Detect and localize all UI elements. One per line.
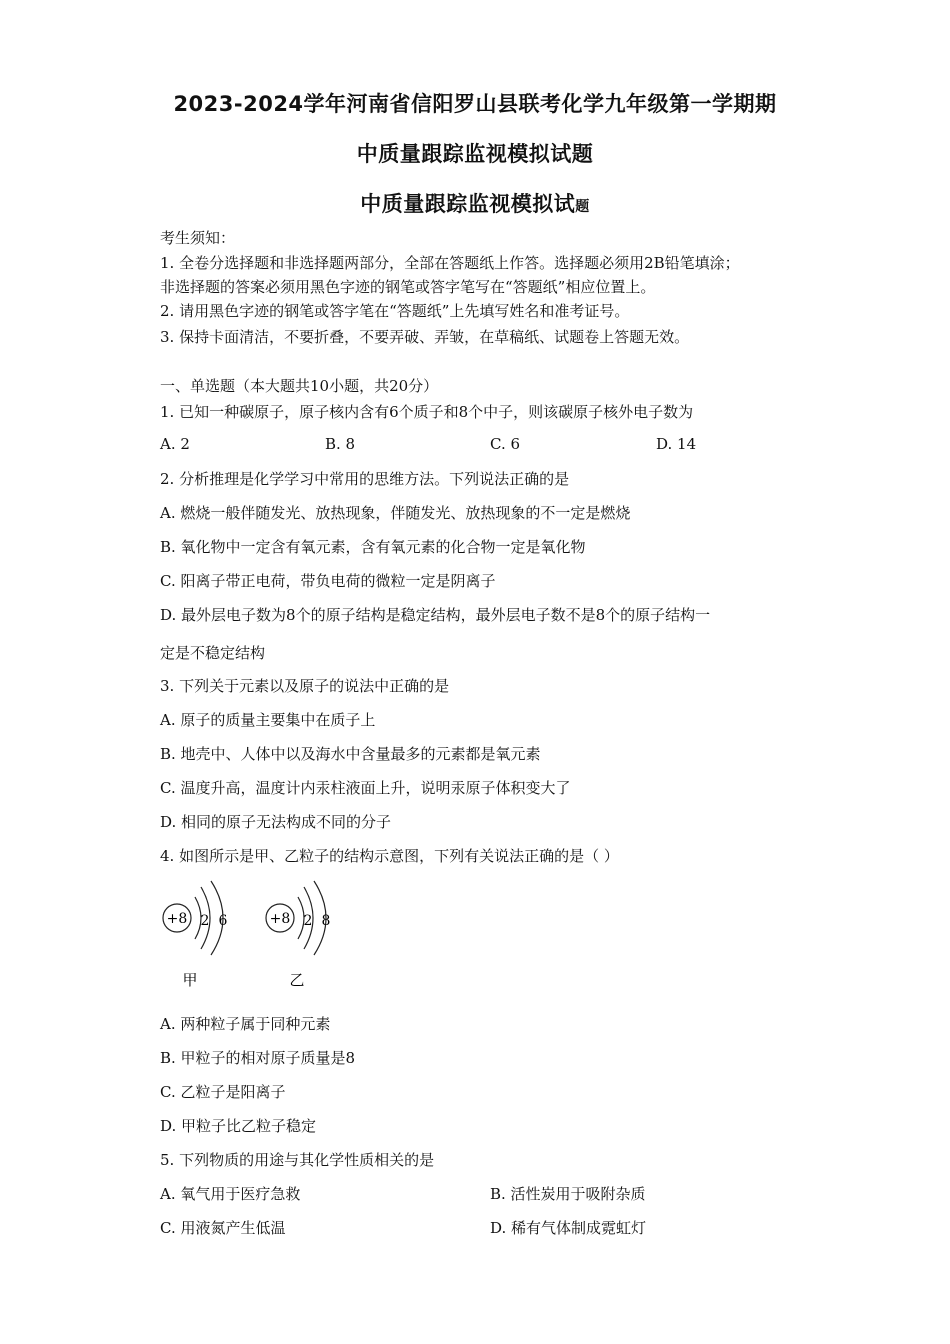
- q5-option-a: A. 氧气用于医疗急救: [160, 1185, 301, 1203]
- yi-shell-2-electrons: 8: [321, 913, 331, 929]
- q4-option-d: D. 甲粒子比乙粒子稳定: [160, 1117, 317, 1135]
- notice-item: 非选择题的答案必须用黑色字迹的钢笔或答字笔写在“答题纸”相应位置上。: [160, 278, 656, 296]
- q2-option-d: D. 最外层电子数为8个的原子结构是稳定结构，最外层电子数不是8个的原子结构一: [160, 606, 711, 624]
- q1-stem: 1. 已知一种碳原子，原子核内含有6个质子和8个中子，则该碳原子核外电子数为: [160, 403, 694, 421]
- jia-shell-1-electrons: 2: [200, 913, 210, 929]
- q3-option-b: B. 地壳中、人体中以及海水中含量最多的元素都是氧元素: [160, 745, 541, 763]
- q2-stem: 2. 分析推理是化学学习中常用的思维方法。下列说法正确的是: [160, 470, 570, 488]
- exam-title-line-3: [0, 188, 950, 218]
- q2-option-d-continued: 定是不稳定结构: [160, 644, 266, 662]
- atom-structure-diagram: [155, 873, 355, 993]
- q3-stem: 3. 下列关于元素以及原子的说法中正确的是: [160, 677, 450, 695]
- q1-option-a: A. 2: [160, 435, 190, 453]
- particle-jia-diagram: [163, 881, 228, 989]
- particle-yi-diagram: [266, 881, 330, 989]
- notice-item: 1. 全卷分选择题和非选择题两部分，全部在答题纸上作答。选择题必须用2B铅笔填涂；: [160, 254, 740, 272]
- jia-shell-2-electrons: 6: [218, 913, 228, 929]
- q5-option-d: D. 稀有气体制成霓虹灯: [490, 1219, 647, 1237]
- q3-option-a: A. 原子的质量主要集中在质子上: [160, 711, 376, 729]
- q4-stem: 4. 如图所示是甲、乙粒子的结构示意图，下列有关说法正确的是（ ）: [160, 847, 619, 865]
- q5-stem: 5. 下列物质的用途与其化学性质相关的是: [160, 1151, 435, 1169]
- yi-nucleus-charge: +8: [269, 911, 291, 927]
- notice-heading: 考生须知：: [160, 229, 236, 247]
- exam-title-line-1: 2023-2024学年河南省信阳罗山县联考化学九年级第一学期期: [173, 92, 777, 116]
- q3-option-c: C. 温度升高，温度计内汞柱液面上升，说明汞原子体积变大了: [160, 779, 571, 797]
- q2-option-b: B. 氧化物中一定含有氧元素，含有氧元素的化合物一定是氧化物: [160, 538, 586, 556]
- q4-option-a: A. 两种粒子属于同种元素: [160, 1015, 331, 1033]
- yi-shell-1-electrons: 2: [303, 913, 313, 929]
- exam-title-line-3-small: 题: [575, 199, 590, 215]
- q2-option-a: A. 燃烧一般伴随发光、放热现象，伴随发光、放热现象的不一定是燃烧: [160, 504, 631, 522]
- q5-option-b: B. 活性炭用于吸附杂质: [490, 1185, 646, 1203]
- q1-option-b: B. 8: [325, 435, 356, 453]
- q1-option-d: D. 14: [656, 435, 697, 453]
- q1-option-c: C. 6: [490, 435, 521, 453]
- q5-option-c: C. 用液氮产生低温: [160, 1219, 286, 1237]
- q4-option-b: B. 甲粒子的相对原子质量是8: [160, 1049, 356, 1067]
- notice-item: 3. 保持卡面清洁，不要折叠，不要弄破、弄皱，在草稿纸、试题卷上答题无效。: [160, 328, 690, 346]
- notice-item: 2. 请用黑色字迹的钢笔或答字笔在“答题纸”上先填写姓名和准考证号。: [160, 302, 630, 320]
- q2-option-c: C. 阳离子带正电荷，带负电荷的微粒一定是阴离子: [160, 572, 496, 590]
- yi-label: 乙: [289, 971, 305, 989]
- q4-option-c: C. 乙粒子是阳离子: [160, 1083, 286, 1101]
- section-heading: 一、单选题（本大题共10小题，共20分）: [160, 377, 439, 395]
- jia-nucleus-charge: +8: [166, 911, 188, 927]
- exam-title-line-2: 中质量跟踪监视模拟试题: [356, 142, 594, 166]
- exam-title-line-3-main: 中质量跟踪监视模拟试: [360, 192, 576, 216]
- q3-option-d: D. 相同的原子无法构成不同的分子: [160, 813, 392, 831]
- jia-label: 甲: [182, 971, 198, 989]
